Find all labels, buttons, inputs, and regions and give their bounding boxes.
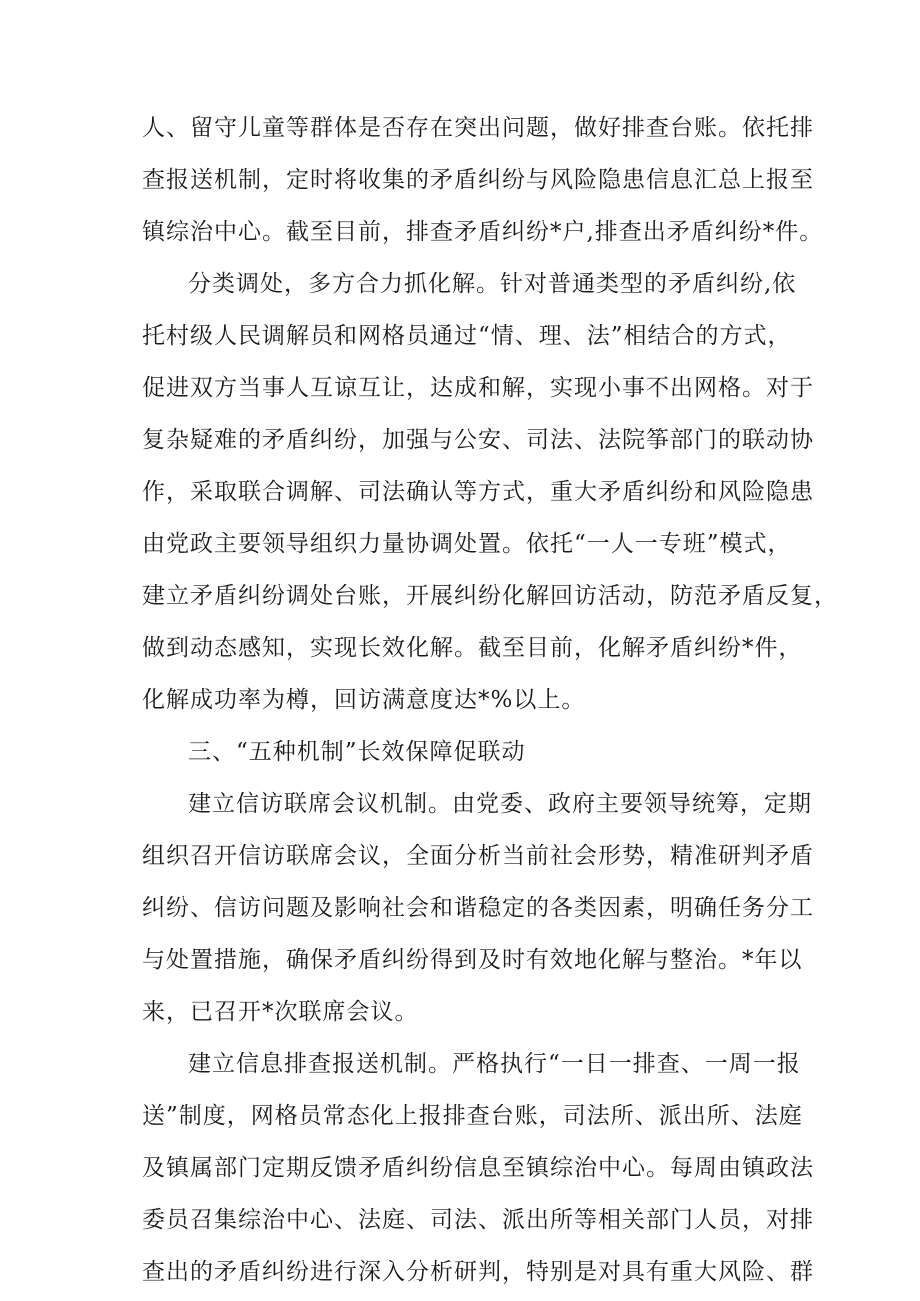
text-line: 作，采取联合调解、司法确认等方式，重大矛盾纠纷和风险隐患 <box>142 479 814 505</box>
text-line: 及镇属部门定期反馈矛盾纠纷信息至镇综治中心。每周由镇政法 <box>142 1155 814 1181</box>
text-line: 送”制度，网格员常态化上报排查台账，司法所、派出所、法庭 <box>142 1103 803 1129</box>
text-line: 查报送机制，定时将收集的矛盾纠纷与风险隐患信息汇总上报至 <box>142 167 814 193</box>
section-heading: 三、“五种机制”长效保障促联动 <box>188 739 526 765</box>
text-line: 查出的矛盾纠纷进行深入分析研判，特别是对具有重大风险、群 <box>142 1259 814 1285</box>
text-line: 镇综治中心。截至目前，排查矛盾纠纷*户,排查出矛盾纠纷*件。 <box>142 219 824 245</box>
paragraph-start-line: 分类调处，多方合力抓化解。针对普通类型的矛盾纠纷,依 <box>188 271 797 297</box>
text-line: 人、留守儿童等群体是否存在突出问题，做好排查台账。依托排 <box>142 115 814 141</box>
text-line: 纠纷、信访问题及影响社会和谐稳定的各类因素，明确任务分工 <box>142 895 814 921</box>
text-line: 建立矛盾纠纷调处台账，开展纠纷化解回访活动，防范矛盾反复， <box>142 583 838 609</box>
text-line: 做到动态感知，实现长效化解。截至目前，化解矛盾纠纷*件， <box>142 635 803 661</box>
text-line: 促进双方当事人互谅互让，达成和解，实现小事不出网格。对于 <box>142 375 814 401</box>
text-line: 与处置措施，确保矛盾纠纷得到及时有效地化解与整治。*年以 <box>142 947 803 973</box>
text-line: 委员召集综治中心、法庭、司法、派出所等相关部门人员，对排 <box>142 1207 814 1233</box>
text-line: 组织召开信访联席会议，全面分析当前社会形势，精准研判矛盾 <box>142 843 814 869</box>
text-line: 复杂疑难的矛盾纠纷，加强与公安、司法、法院筝部门的联动协 <box>142 427 814 453</box>
paragraph-start-line: 建立信息排查报送机制。严格执行“一日一排查、一周一报 <box>188 1051 801 1077</box>
text-line: 化解成功率为樽，回访满意度达*%以上。 <box>142 687 586 713</box>
text-line: 托村级人民调解员和网格员通过“情、理、法”相结合的方式， <box>142 323 792 349</box>
paragraph-start-line: 建立信访联席会议机制。由党委、政府主要领导统筹，定期 <box>188 791 812 817</box>
text-line: 来，已召开*次联席会议。 <box>142 999 419 1025</box>
text-line: 由党政主要领导组织力量协调处置。依托“一人一专班”模式， <box>142 531 792 557</box>
